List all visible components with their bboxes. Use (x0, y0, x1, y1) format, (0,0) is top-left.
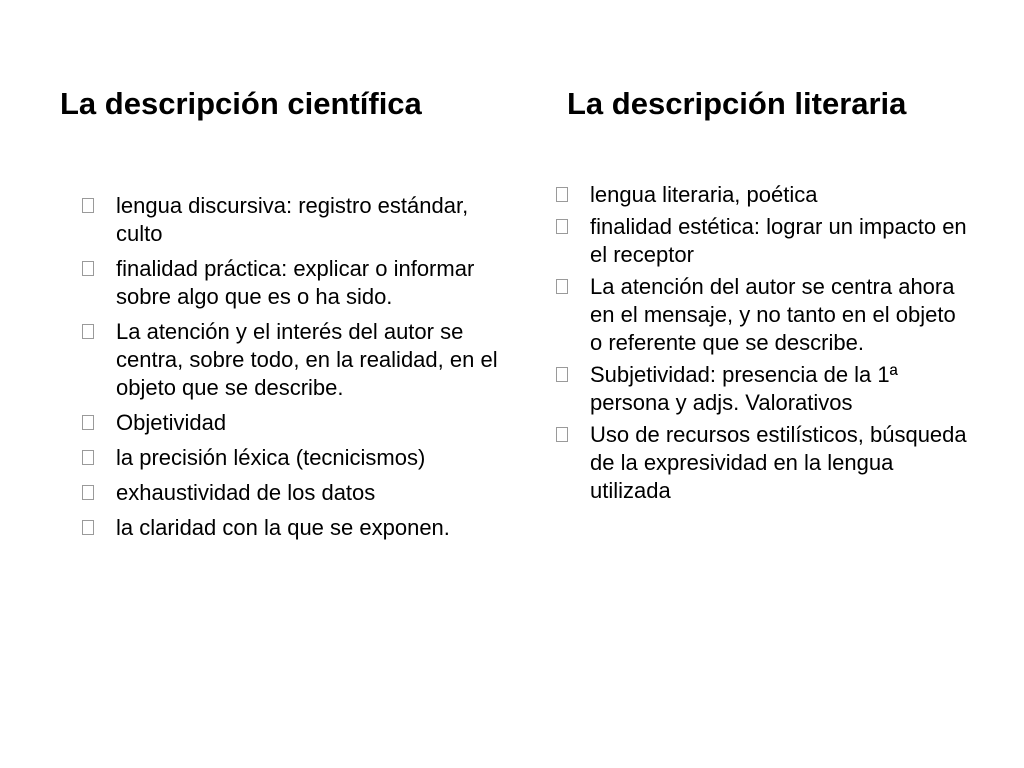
box-bullet-icon (82, 198, 94, 213)
list-item (554, 181, 974, 209)
list-item (554, 273, 974, 357)
box-bullet-icon (82, 485, 94, 500)
literary-description-list (554, 181, 974, 509)
list-item (80, 255, 500, 311)
list-item (80, 514, 500, 542)
list-item-text: finalidad estética: lograr un impacto en el receptor (590, 214, 967, 267)
list-item-text: finalidad práctica: explicar o informar sobre algo que es o ha sido. (116, 256, 475, 309)
box-bullet-icon (556, 427, 568, 442)
list-item (80, 444, 500, 472)
box-bullet-icon (556, 219, 568, 234)
list-item-text: Uso de recursos estilísticos, búsqueda de la expresividad en la lengua utilizada (590, 422, 967, 503)
list-item-text: la claridad con la que se exponen. (116, 515, 450, 540)
box-bullet-icon (556, 187, 568, 202)
list-item (80, 409, 500, 437)
list-item (554, 421, 974, 505)
list-item-text: lengua discursiva: registro estándar, culto (116, 193, 469, 246)
scientific-description-title: La descripción científica (60, 86, 422, 121)
box-bullet-icon (82, 450, 94, 465)
list-item (80, 318, 500, 402)
list-item (80, 192, 500, 248)
list-item-text: la precisión léxica (tecnicismos) (116, 445, 426, 470)
list-item-text: La atención del autor se centra ahora en el mensaje, y no tanto en el objeto o referente que se describe. (590, 274, 956, 355)
box-bullet-icon (82, 415, 94, 430)
box-bullet-icon (82, 261, 94, 276)
list-item-text: Objetividad (116, 410, 227, 435)
scientific-description-list (80, 192, 500, 549)
list-item (80, 479, 500, 507)
list-item (554, 361, 974, 417)
box-bullet-icon (556, 279, 568, 294)
list-item-text: lengua literaria, poética (590, 182, 818, 207)
list-item-text: exhaustividad de los datos (116, 480, 376, 505)
list-item (554, 213, 974, 269)
literary-description-title: La descripción literaria (567, 86, 907, 121)
box-bullet-icon (82, 520, 94, 535)
list-item-text: La atención y el interés del autor se centra, sobre todo, en la realidad, en el objeto que se describe. (116, 319, 498, 400)
box-bullet-icon (556, 367, 568, 382)
box-bullet-icon (82, 324, 94, 339)
list-item-text: Subjetividad: presencia de la 1ª persona y adjs. Valorativos (590, 362, 898, 415)
